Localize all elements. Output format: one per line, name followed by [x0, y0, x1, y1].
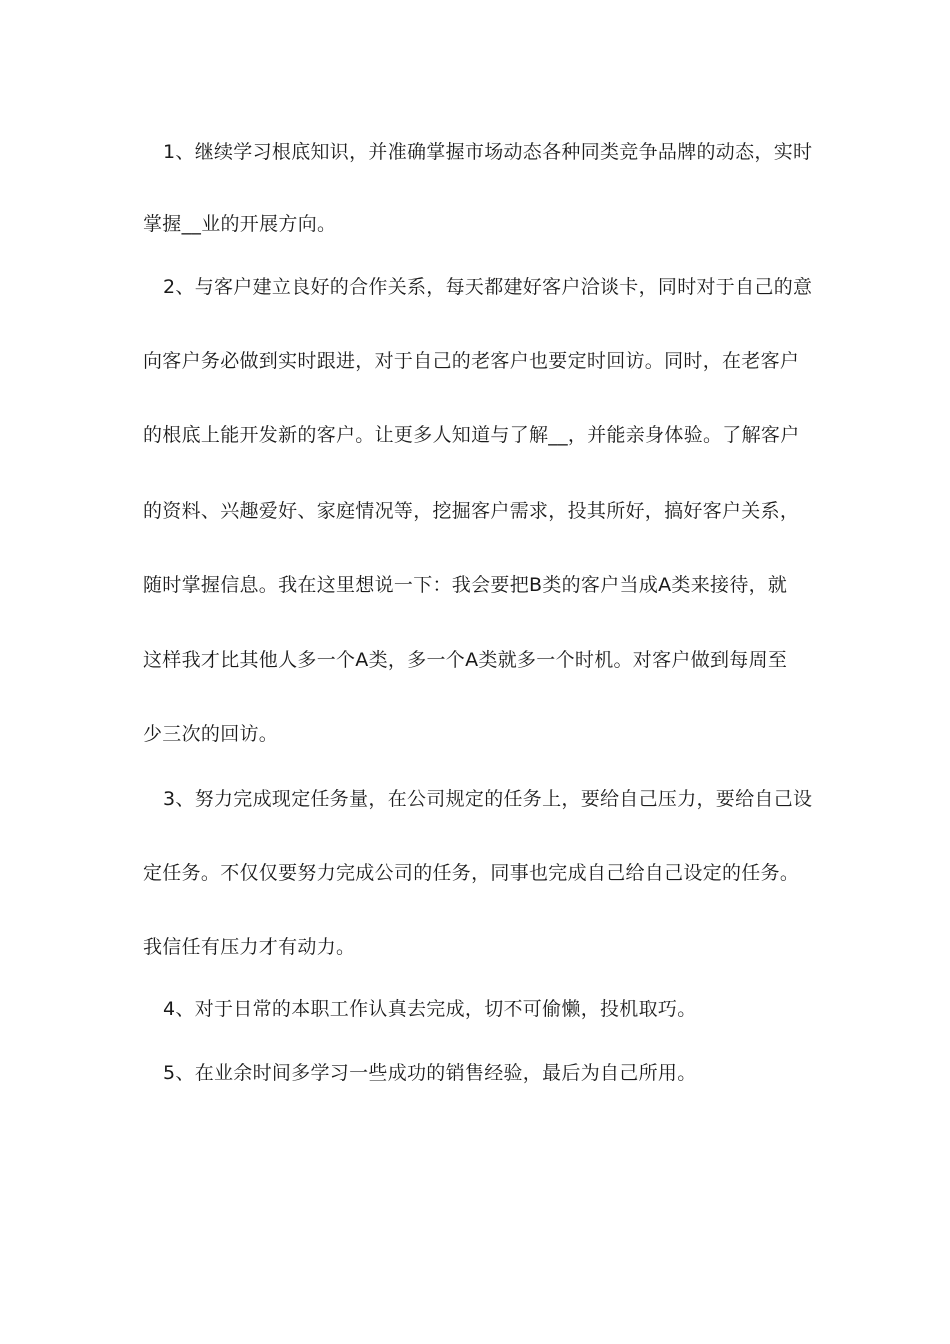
item-3-line-1: 3、努力完成现定任务量，在公司规定的任务上，要给自己压力，要给自己设: [163, 788, 813, 810]
item-3-line-2: 定任务。不仅仅要努力完成公司的任务，同事也完成自己给自己设定的任务。: [143, 862, 800, 884]
item-1-line-1: 1、继续学习根底知识，并准确掌握市场动态各种同类竞争品牌的动态，实时: [163, 141, 813, 163]
item-2-line-6: 这样我才比其他人多一个A类，多一个A类就多一个时机。对客户做到每周至: [143, 649, 788, 671]
item-1-line-2: 掌握__业的开展方向。: [143, 213, 337, 235]
item-2-line-2: 向客户务必做到实时跟进，对于自己的老客户也要定时回访。同时，在老客户: [143, 350, 800, 372]
item-2-line-3: 的根底上能开发新的客户。让更多人知道与了解__，并能亲身体验。了解客户: [143, 424, 800, 446]
item-4-line-1: 4、对于日常的本职工作认真去完成，切不可偷懒，投机取巧。: [163, 998, 697, 1020]
item-2-line-7: 少三次的回访。: [143, 723, 279, 745]
item-2-line-4: 的资料、兴趣爱好、家庭情况等，挖掘客户需求，投其所好，搞好客户关系，: [143, 500, 800, 522]
item-2-line-1: 2、与客户建立良好的合作关系，每天都建好客户洽谈卡，同时对于自己的意: [163, 276, 813, 298]
item-5-line-1: 5、在业余时间多学习一些成功的销售经验，最后为自己所用。: [163, 1062, 697, 1084]
item-2-line-5: 随时掌握信息。我在这里想说一下：我会要把B类的客户当成A类来接待，就: [143, 574, 788, 596]
item-3-line-3: 我信任有压力才有动力。: [143, 936, 356, 958]
